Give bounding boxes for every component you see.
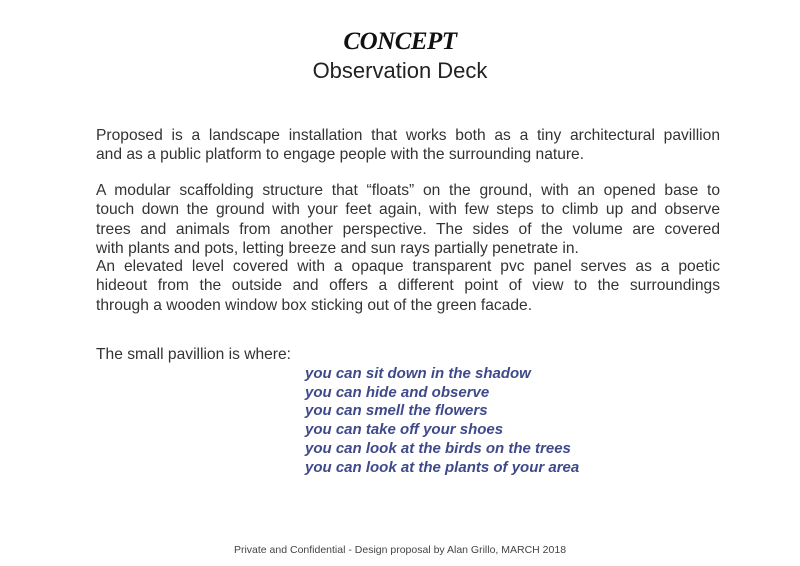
paragraph-structure — [96, 181, 720, 258]
text-line: hideout from the outside and offers a different point of view to the surroundings — [96, 277, 720, 295]
text-line: through a wooden window box sticking out of the green facade. — [96, 296, 533, 314]
list-item: you can hide and observe — [305, 383, 490, 401]
text-line: trees and animals from another perspective. The sides of the volume are covered — [96, 220, 720, 238]
footer: Private and Confidential - Design proposal by Alan Grillo, MARCH 2018 — [233, 544, 567, 556]
activity-list — [305, 365, 579, 477]
list-item: you can sit down in the shadow — [305, 365, 531, 382]
list-item: you can take off your shoes — [305, 421, 504, 439]
page-title: CONCEPT — [343, 28, 457, 55]
text-line: and as a public platform to engage people with the surrounding nature. — [96, 146, 585, 164]
paragraph-elevated-level — [96, 257, 720, 315]
paragraph-intro — [96, 126, 720, 165]
text-line: with plants and pots, letting breeze and sun rays partially penetrate in. — [96, 239, 579, 257]
text-line: An elevated level covered with a opaque transparent pvc panel serves as a poetic — [96, 258, 720, 275]
list-intro: The small pavillion is where: — [96, 346, 291, 363]
list-item: you can look at the birds on the trees — [305, 439, 571, 457]
list-item: you can smell the flowers — [305, 402, 488, 420]
text-line: Proposed is a landscape installation that works both as a tiny architectural pavillion — [96, 127, 720, 144]
text-line: touch down the ground with your feet again, with few steps to climb up and observe — [96, 201, 720, 219]
list-item: you can look at the plants of your area — [305, 458, 580, 476]
page-subtitle: Observation Deck — [312, 58, 488, 83]
text-line: A modular scaffolding structure that “floats” on the ground, with an opened base to — [96, 182, 720, 199]
